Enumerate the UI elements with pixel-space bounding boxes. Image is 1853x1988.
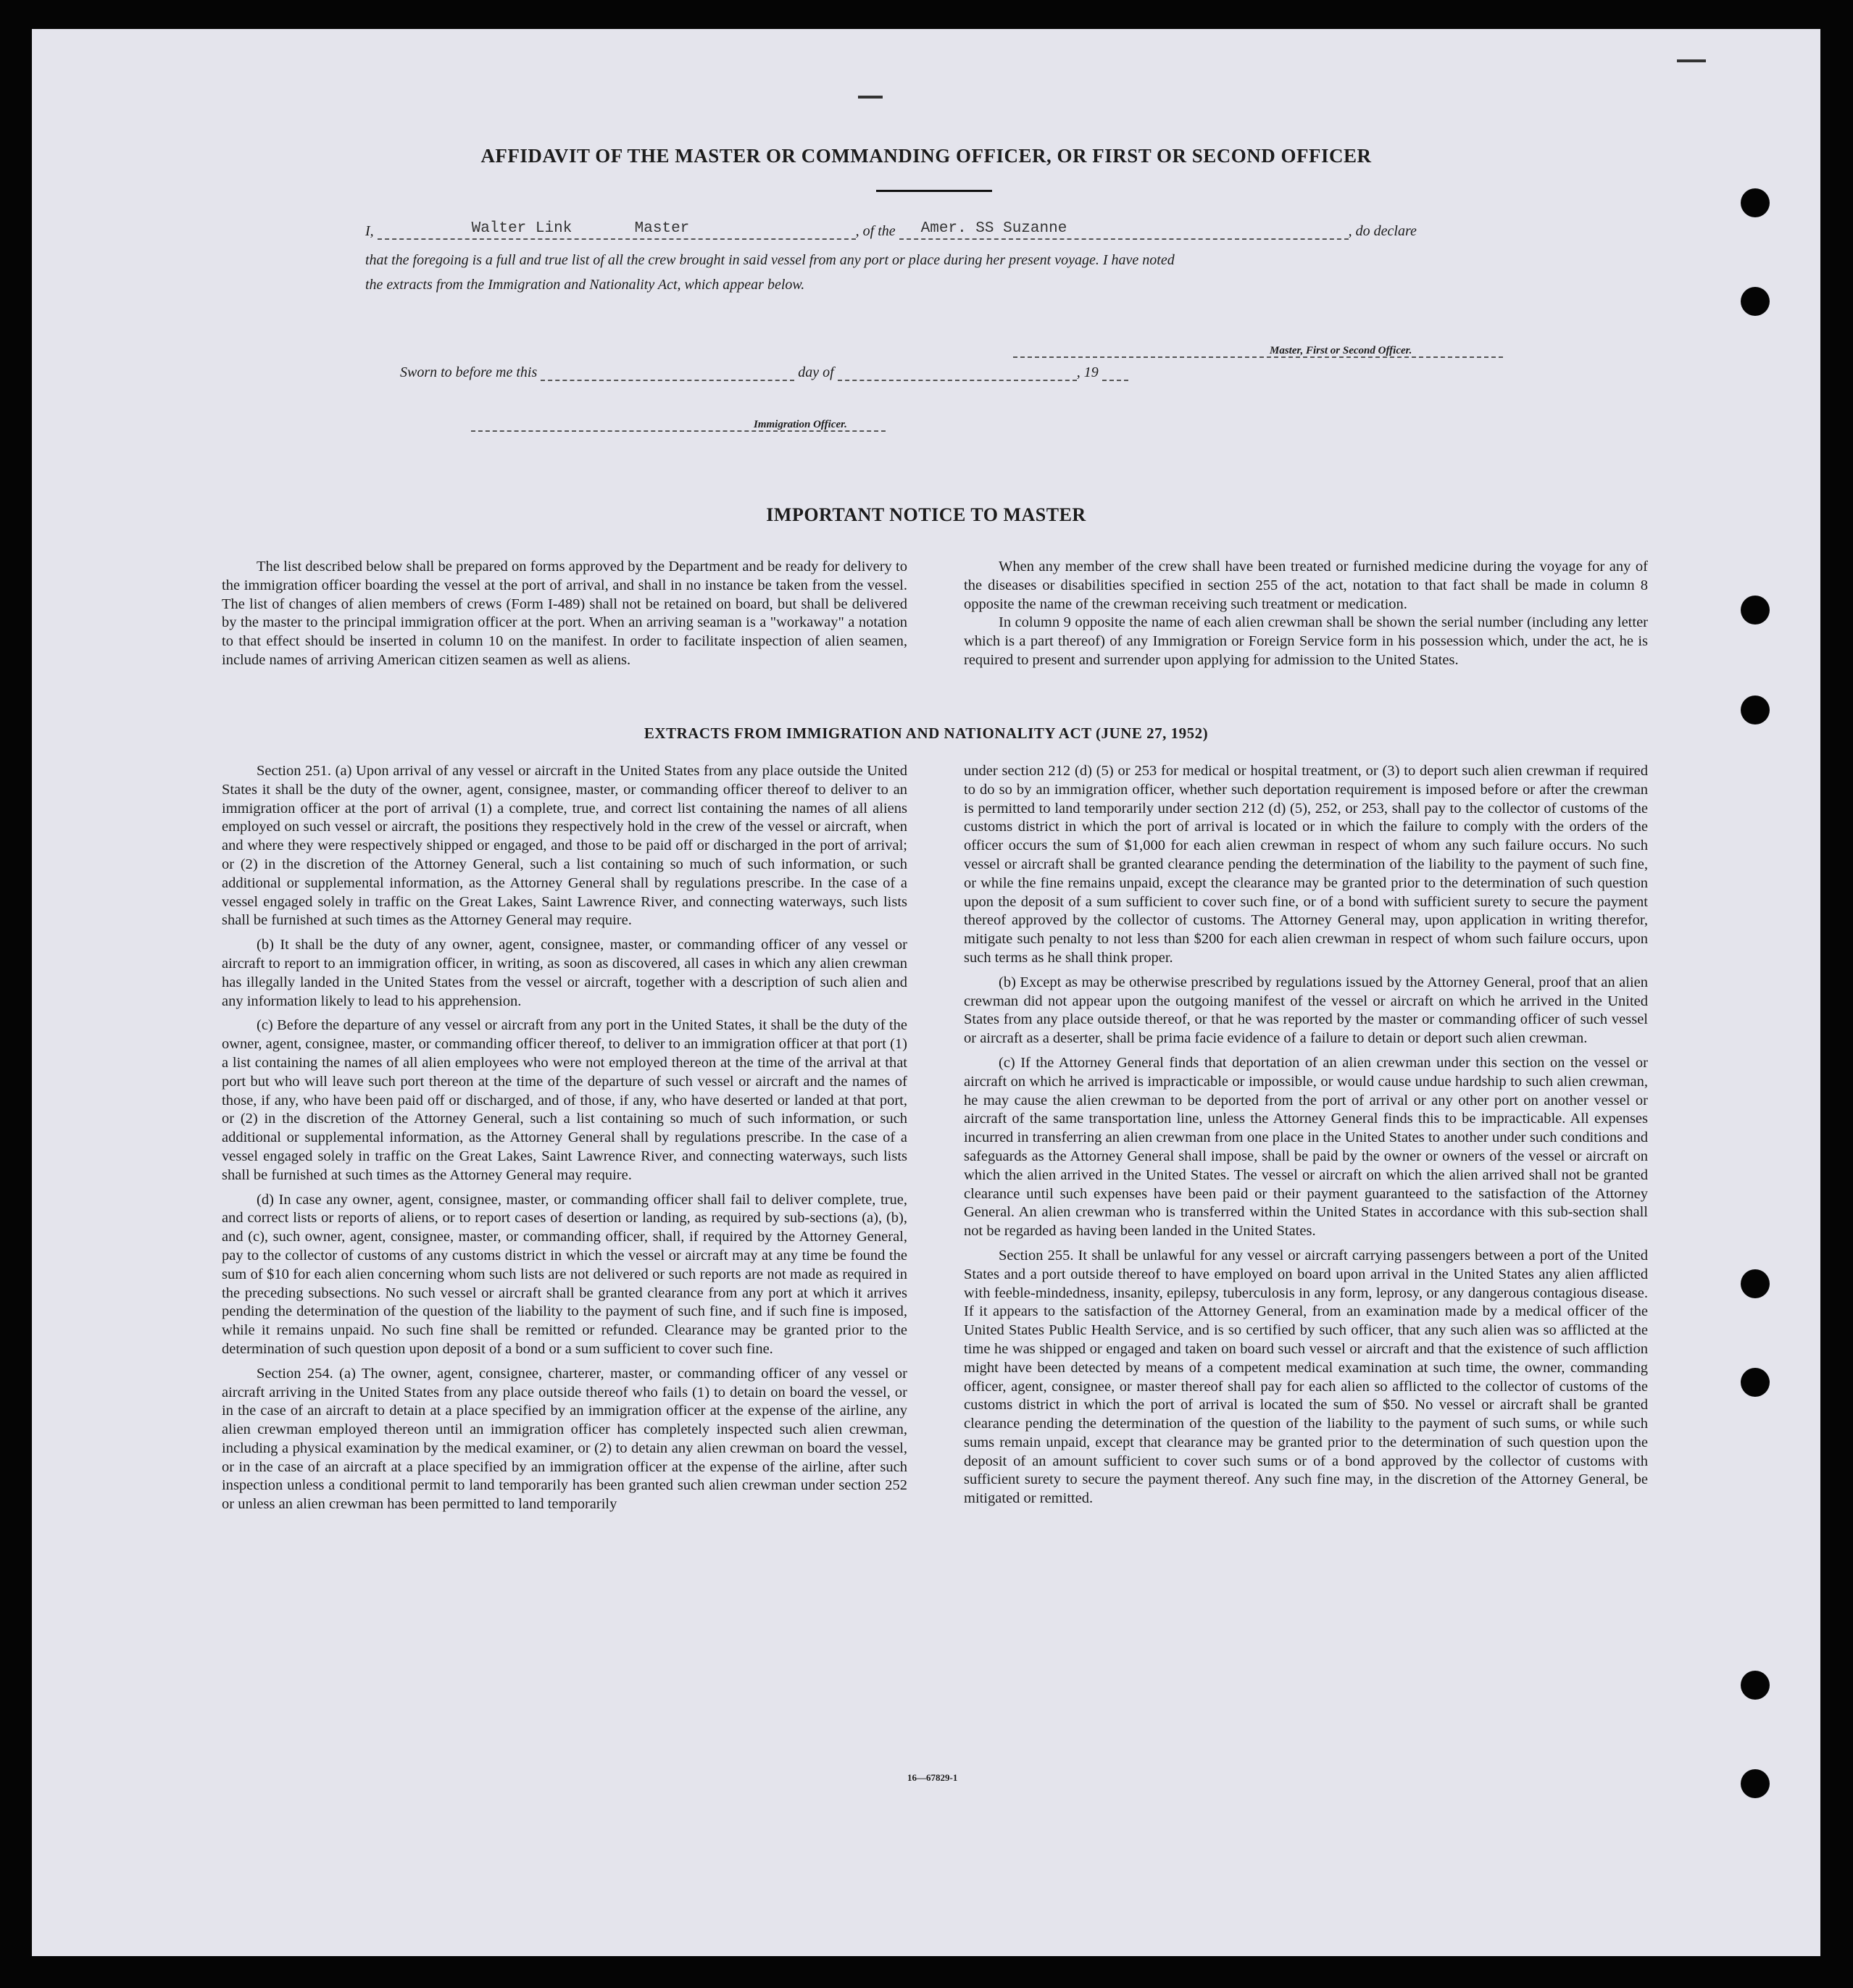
act-section-paragraph: (b) Except as may be otherwise prescribed by regulations issued by the Attorney General, proof that an alien crewman did not appear upon the outgoing manifest of the vessel or aircraft on which he arrived in the United States from any place outside thereof, or that he was reported by the master or commanding officer of such vessel or aircraft as a deserter, shall be prima facie evidence of a failure to detain or deport such alien crewman.: [964, 974, 1648, 1047]
extracts-title: EXTRACTS FROM IMMIGRATION AND NATIONALITY ACT (JUNE 27, 1952): [644, 724, 1209, 742]
act-section-paragraph: (c) If the Attorney General finds that deportation of an alien crewman under this section on the vessel or aircraft on which he arrived is impracticable or impossible, or would cause undue hardship to such alien crewman, he may cause the alien crewman to be deported from the port of arrival or any other port on another vessel or aircraft of the same transportation line, unless the Attorney General finds this to be impracticable. All expenses incurred in transferring an alien crewman from one place in the United States to another under such conditions and safeguards as the Attorney General shall impose, shall be paid by the owner or owners of the vessel or aircraft on which the alien arrived in the United States. The vessel or aircraft on which the alien arrived shall not be granted clearance until such expenses have been paid or their payment guaranteed to the satisfaction of the Attorney General. An alien crewman who is transferred within the United States in accordance with this sub-section shall not be regarded as having been landed in the United States.: [964, 1054, 1648, 1240]
master-signature-line: [1013, 339, 1503, 358]
notice-paragraph: The list described below shall be prepared on forms approved by the Department and be ready for delivery to the immigration officer boarding the vessel at the port of arrival, and shall in no instance be taken from the vessel. The list of changes of alien members of crews (Form I-489) shall not be retained on board, but shall be delivered by the master to the principal immigration officer at the port. When an arriving seaman is a "workaway" a notation to that effect should be inserted in column 10 on the manifest. In order to facilitate inspection of alien seamen, include names of arriving American citizen seamen as well as aliens.: [222, 559, 907, 668]
sworn-line: [400, 362, 1128, 381]
form-code: 16—67829-1: [907, 1772, 958, 1783]
statement-line-1: that the foregoing is a full and true list of all the crew brought in said vessel from any port or place during her present voyage. I have noted: [365, 252, 1175, 268]
punch-hole: [1741, 596, 1770, 625]
sworn-label: Sworn to before me this: [400, 364, 538, 380]
notice-paragraph: When any member of the crew shall have been treated or furnished medicine during the voyage for any of the diseases or disabilities specified in section 255 of the act, notation to that fact shall be made in column 8 opposite the name of the crewman receiving such treatment or medication.: [964, 559, 1648, 612]
affidavit-title: AFFIDAVIT OF THE MASTER OR COMMANDING OFFICER, OR FIRST OR SECOND OFFICER: [480, 145, 1372, 167]
vessel-field: [899, 221, 1349, 240]
of-the-label: , of the: [855, 223, 896, 239]
act-section-paragraph: (c) Before the departure of any vessel or aircraft from any port in the United States, it shall be the duty of the owner, agent, consignee, master, or commanding officer thereof, to deliver to an immigration officer at that port (1) a list containing the names of all alien employees who were not employed thereon at the time of the arrival at that port but who will leave such port thereon at the time of the departure of such vessel or aircraft and the names of those, if any, who have been paid off or discharged, and of those, if any, who have deserted or landed at that port, or (2) in the discretion of the Attorney General, such a list containing so much of such information, or such additional or supplemental information, as the Attorney General shall by regulations prescribe. In the case of a vessel engaged solely in traffic on the Great Lakes, Saint Lawrence River, and connecting waterways, such lists shall be furnished at such times as the Attorney General may require.: [222, 1017, 907, 1183]
act-section-paragraph: (b) It shall be the duty of any owner, agent, consignee, master, or commanding officer of any vessel or aircraft to report to an immigration officer, in writing, as soon as discovered, all cases in which any alien crewman has illegally landed in the United States from the vessel or aircraft, together with a description of such alien and any information likely to lead to his apprehension.: [222, 937, 907, 1009]
vessel-name: Amer. SS Suzanne: [920, 220, 1067, 237]
act-section-paragraph: Section 251. (a) Upon arrival of any vessel or aircraft in the United States from any place outside the United States it shall be the duty of the owner, agent, consignee, master, or commanding officer thereof to deliver to an immigration officer at the port of arrival (1) a complete, true, and correct list containing the names of all aliens employed on such vessel or aircraft, the positions they respectively hold in the crew of the vessel or aircraft, when and where they were respectively shipped or engaged, and those to be paid off or discharged in the port of arrival; or (2) in the discretion of the Attorney General, such a list containing so much of such information, or such additional or supplemental information, as the Attorney General shall by regulations prescribe. In the case of a vessel engaged solely in traffic on the Great Lakes, Saint Lawrence River, and connecting waterways, such lists shall be furnished at such times as the Attorney General may require.: [222, 763, 907, 929]
punch-hole: [1741, 1269, 1770, 1298]
punch-hole: [1741, 1769, 1770, 1798]
notice-right-column: [964, 558, 1648, 670]
notice-left-column: [222, 558, 907, 670]
declarant-field: [378, 221, 856, 240]
declaration-line: [365, 221, 1417, 240]
scan-mark: [858, 96, 883, 99]
sworn-month-field: [838, 362, 1077, 381]
day-of-label: day of: [798, 364, 834, 380]
scan-mark: [1677, 59, 1706, 62]
punch-hole: [1741, 188, 1770, 217]
punch-hole: [1741, 287, 1770, 316]
declarant-rank: Master: [634, 220, 690, 237]
extracts-right-column: [964, 762, 1648, 1514]
master-signature-caption: Master, First or Second Officer.: [1270, 345, 1412, 356]
year-label: , 19: [1076, 364, 1099, 380]
act-section-paragraph: (d) In case any owner, agent, consignee, master, or commanding officer shall fail to deliver complete, true, and correct lists or reports of aliens, or to report cases of desertion or landing, as required by sub-sections (a), (b), and (c), such owner, agent, consignee, master, or commanding officer, shall, if required by the Attorney General, pay to the collector of customs of any customs district in which the vessel or aircraft may at any time be found the sum of $10 for each alien concerning whom such lists are not delivered or such reports are not made as required in the preceding subsections. No such vessel or aircraft shall be granted clearance from any port at which it arrives pending the determination of the question of the liability to the payment of such fine, and if such fine is imposed, while it remains unpaid. No such fine shall be remitted or refunded. Clearance may be granted prior to the determination of such question upon deposit of a bond or a sum sufficient to cover such fine.: [222, 1191, 907, 1357]
sworn-year-field: [1102, 362, 1128, 381]
officer-signature-caption: Immigration Officer.: [754, 419, 847, 430]
do-declare-label: , do declare: [1348, 223, 1417, 239]
act-section-paragraph: Section 254. (a) The owner, agent, consignee, charterer, master, or commanding officer of any vessel or aircraft arriving in the United States from any place outside thereof who fails (1) to detain on board the vessel, or in the case of an aircraft to detain at a place specified by an immigration officer at the expense of the airline, any alien crewman employed thereon until an immigration officer has completely inspected such alien crewman, including a physical examination by the medical examiner, or (2) to detain any alien crewman on board the vessel, or in the case of an aircraft at a place specified by an immigration officer at the expense of the airline, after such inspection unless a conditional permit to land temporarily has been granted such alien crewman under section 252 or unless an alien crewman has been permitted to land temporarily: [222, 1365, 907, 1513]
act-section-paragraph: Section 255. It shall be unlawful for any vessel or aircraft carrying passengers between a port of the United States and a port outside thereof to have employed on board upon arrival in the United States any alien afflicted with feeble-mindedness, insanity, epilepsy, tuberculosis in any form, leprosy, or any dangerous contagious disease. If it appears to the satisfaction of the Attorney General, from an examination made by a medical officer of the United States Public Health Service, and is so certified by such officer, that any such alien was so afflicted at the time he was shipped or engaged and taken on board such vessel or aircraft and that the existence of such affliction might have been detected by means of a competent medical examination at such time, the owner, commanding officer, agent, consignee, or master thereof shall pay for each alien so afflicted to the collector of customs of the customs district in which the port of arrival is located the sum of $50. No vessel or aircraft shall be granted clearance pending the determination of the question of the liability to the payment of such sums, or while such sums remain unpaid, except that clearance may be granted prior to the determination of such question upon the deposit of an amount sufficient to cover such sums or of a bond approved by the collector of customs with sufficient surety to secure the payment thereof. Any such fine may, in the discretion of the Attorney General, be mitigated or remitted.: [964, 1247, 1648, 1507]
punch-hole: [1741, 1368, 1770, 1397]
pronoun-label: I,: [365, 223, 374, 239]
act-section-paragraph: under section 212 (d) (5) or 253 for medical or hospital treatment, or (3) to deport such alien crewman if required to do so by an immigration officer, whether such deportation requirement is imposed before or after the crewman is permitted to land temporarily under section 212 (d) (5), 252, or 253, shall pay to the collector of customs of the customs district in which the port of arrival is located or in which the failure to comply with the orders of the officer occurs the sum of $1,000 for each alien crewman in respect of whom any such failure occurs. No such vessel or aircraft shall be granted clearance pending the determination of the liability to the payment of such fine, or while the fine remains unpaid, except the clearance may be granted prior to the determination of such question upon the deposit of a sum sufficient to cover such fine, or of a bond with sufficient surety to secure the payment thereof approved by the collector of customs. The Attorney General may, upon application in writing therefor, mitigate such penalty to not less than $200 for each alien crewman in respect of whom such failure occurs, upon such terms as he shall think proper.: [964, 763, 1648, 966]
title-rule: [876, 190, 992, 192]
statement-line-2: the extracts from the Immigration and Nationality Act, which appear below.: [365, 277, 805, 293]
punch-hole: [1741, 696, 1770, 724]
sworn-day-field: [541, 362, 794, 381]
punch-hole: [1741, 1671, 1770, 1700]
extracts-left-column: [222, 762, 907, 1520]
document-page: [32, 29, 1820, 1956]
notice-paragraph: In column 9 opposite the name of each alien crewman shall be shown the serial number (including any letter which is a part thereof) of any Immigration or Foreign Service form in his possession which, under the act, he is required to present and surrender upon applying for admission to the United States.: [964, 614, 1648, 668]
notice-title: IMPORTANT NOTICE TO MASTER: [766, 504, 1086, 525]
declarant-name: Walter Link: [471, 220, 572, 237]
